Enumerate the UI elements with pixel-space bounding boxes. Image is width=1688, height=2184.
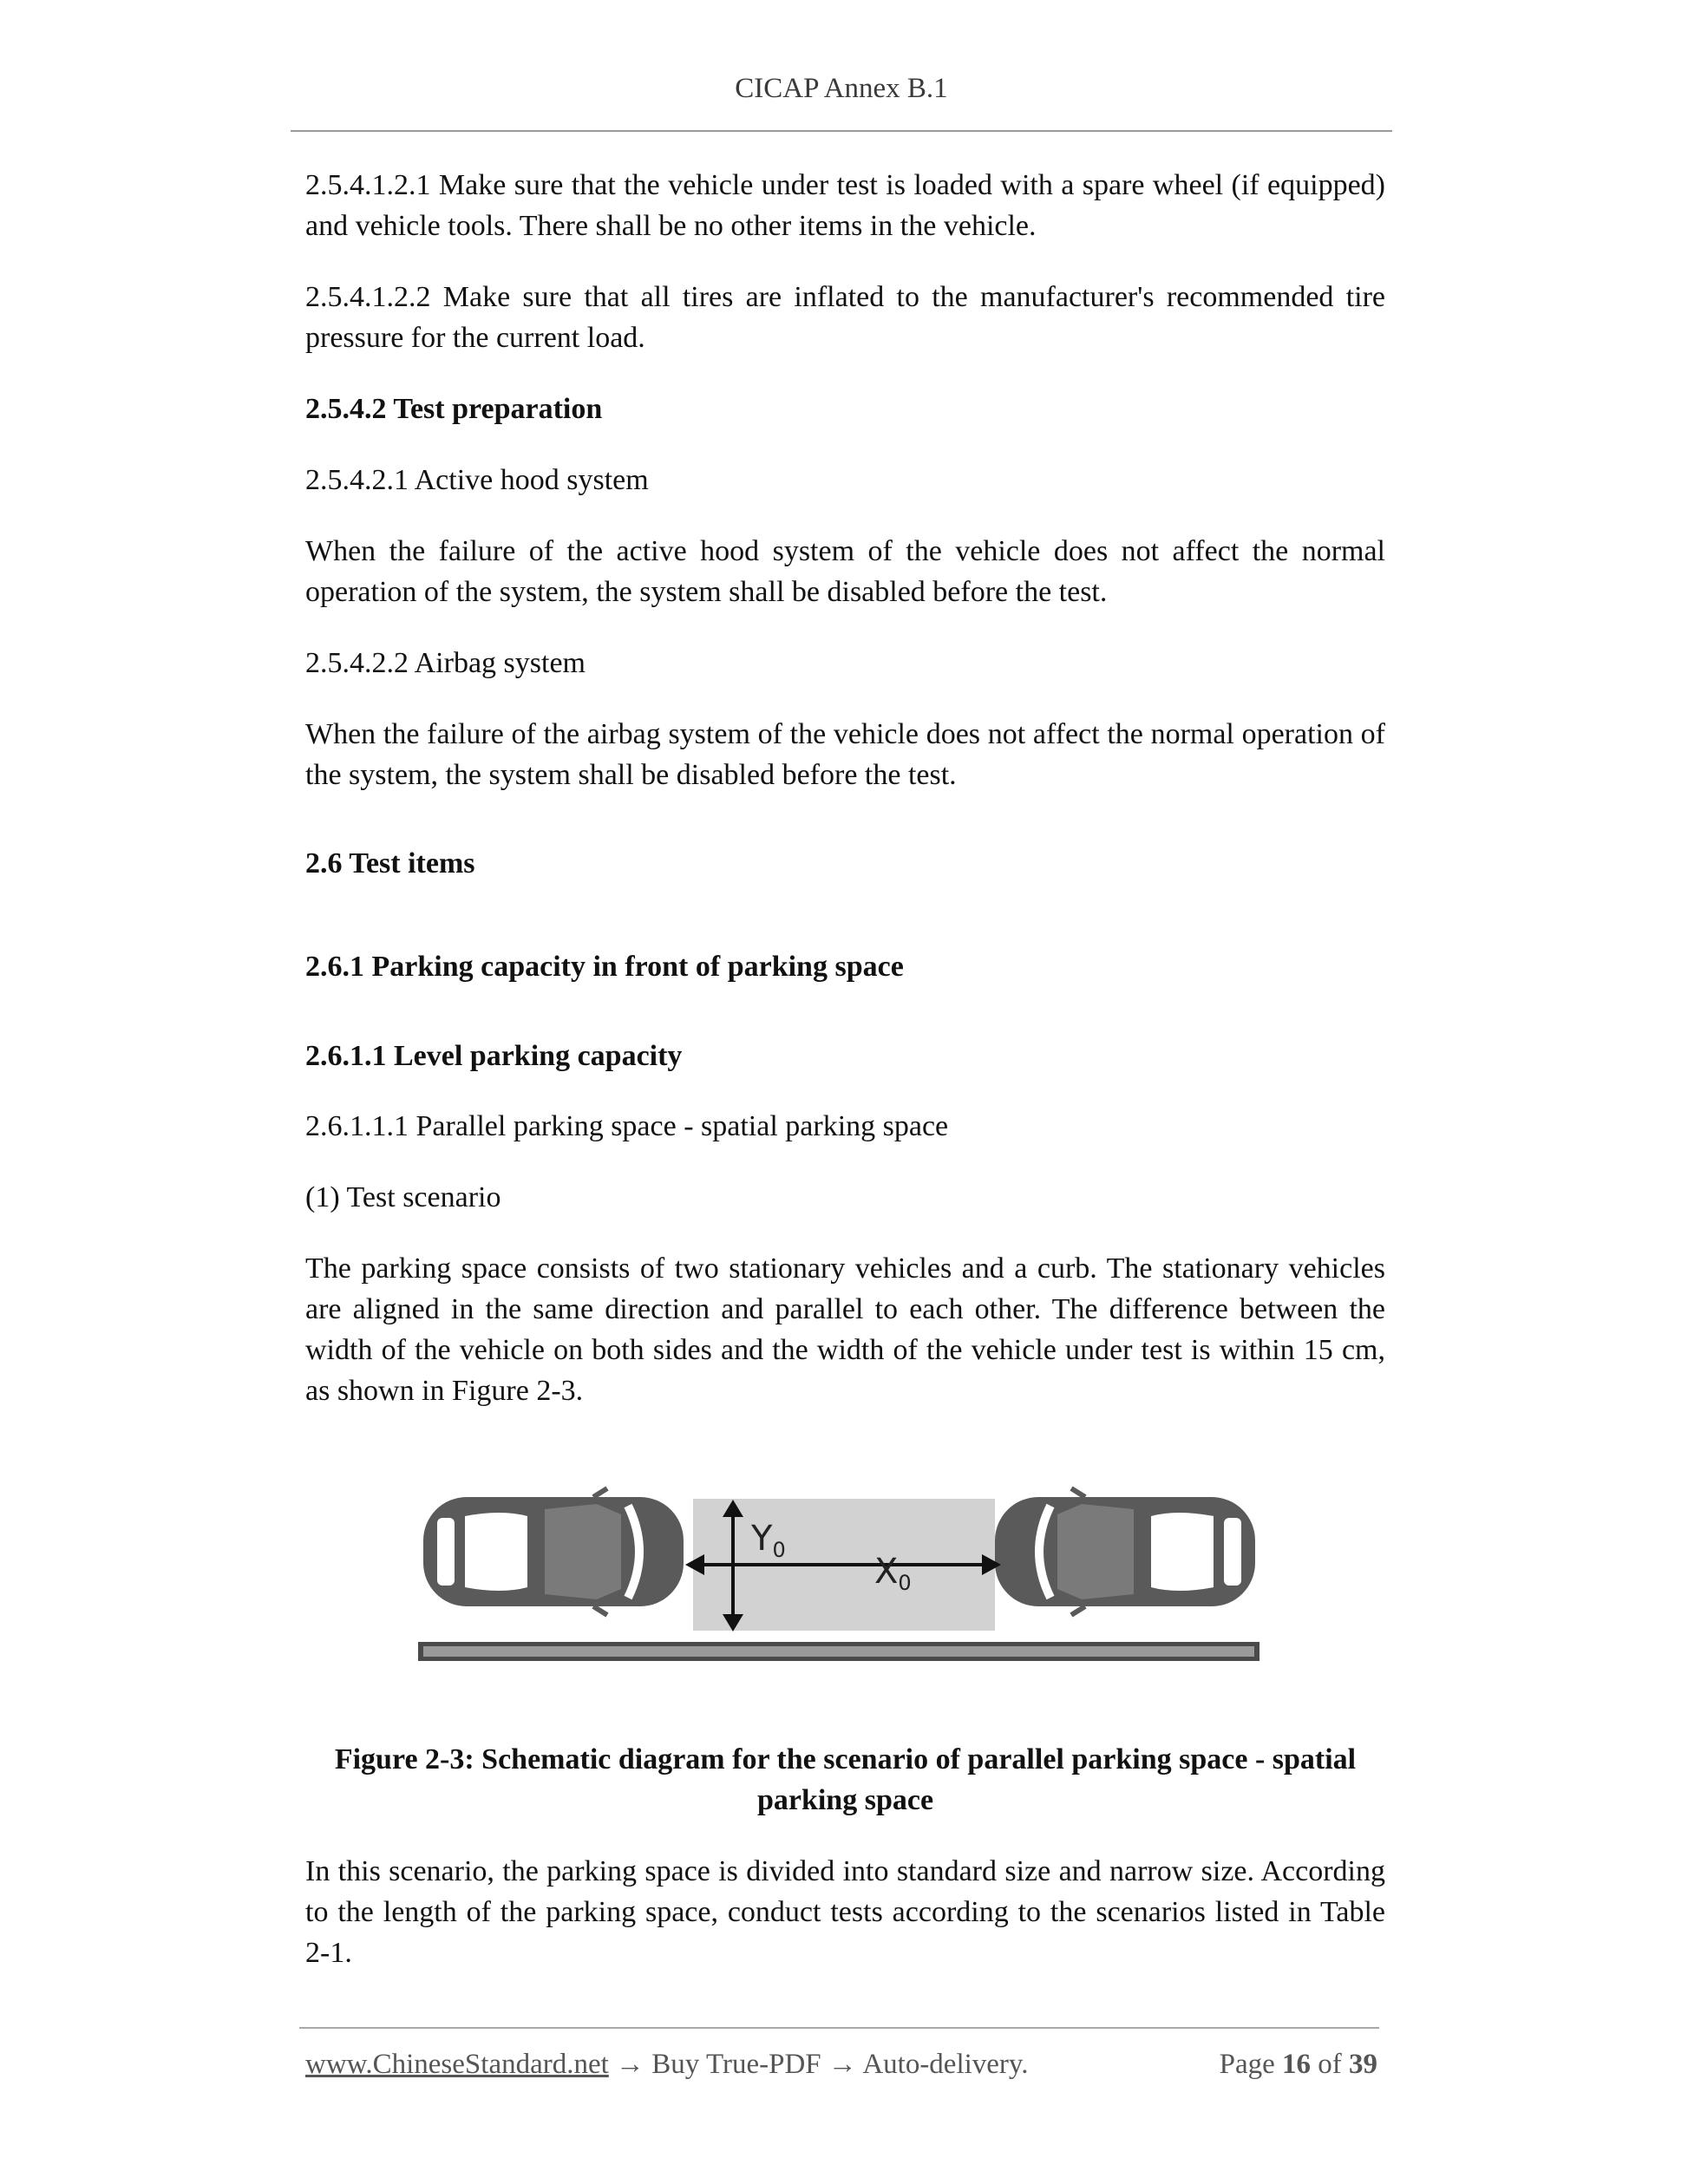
left-stationary-vehicle — [423, 1488, 684, 1615]
arrow-right-icon: → — [828, 2049, 857, 2080]
page-footer — [305, 2049, 1377, 2081]
page-number — [1220, 2049, 1377, 2081]
site-link[interactable]: www.ChineseStandard.net — [305, 2049, 609, 2080]
auto-delivery-text: Auto-delivery. — [862, 2049, 1029, 2080]
footer-left — [305, 2049, 1029, 2081]
arrow-right-icon: → — [616, 2049, 645, 2080]
right-stationary-vehicle — [995, 1488, 1255, 1615]
subheading-active-hood: 2.5.4.2.1 Active hood system — [305, 464, 649, 496]
figure-2-3 — [305, 1460, 1385, 1694]
subheading-airbag: 2.5.4.2.2 Airbag system — [305, 647, 586, 679]
of-word: of — [1318, 2049, 1342, 2080]
paragraph-scenario-description: The parking space consists of two stationary vehicles and a curb. The stationary vehicles are aligned in the same direction and parallel to each other. The difference between the width of the vehicle on both sides and the width of the vehicle under test is within 15 cm, as shown in Figure 2-3. — [305, 1252, 1385, 1407]
buy-pdf-text: Buy True-PDF — [651, 2049, 821, 2080]
caption-line-2: parking space — [756, 1784, 934, 1816]
page-header-title: CICAP Annex B.1 — [735, 73, 948, 104]
subheading-parallel-spatial: 2.6.1.1.1 Parallel parking space - spatial parking space — [305, 1110, 949, 1142]
paragraph-space-sizes: In this scenario, the parking space is divided into standard size and narrow size. According to the length of the parking space, conduct tests according to the scenarios listed in Table 2-1. — [305, 1855, 1385, 1969]
document-body — [305, 165, 1385, 1973]
y0-label: $Y_0$ — [751, 1519, 786, 1562]
heading-test-preparation: 2.5.4.2 Test preparation — [305, 393, 603, 425]
header-divider — [291, 130, 1392, 132]
paragraph-tire-pressure: 2.5.4.1.2.2 Make sure that all tires are inflated to the manufacturer's recommended tire pressure for the current load. — [305, 281, 1385, 354]
heading-test-items: 2.6 Test items — [305, 847, 475, 879]
subheading-test-scenario: (1) Test scenario — [305, 1181, 501, 1213]
heading-parking-front: 2.6.1 Parking capacity in front of parking space — [305, 951, 904, 983]
x0-label: $X_0$ — [874, 1552, 912, 1595]
total-pages: 39 — [1349, 2049, 1377, 2080]
heading-level-parking: 2.6.1.1 Level parking capacity — [305, 1040, 683, 1072]
paragraph-active-hood: When the failure of the active hood system of the vehicle does not affect the normal operation of the system, the system shall be disabled before the test. — [305, 535, 1385, 608]
paragraph-spare-wheel: 2.5.4.1.2.1 Make sure that the vehicle under test is loaded with a spare wheel (if equipped) and vehicle tools. There shall be no other items in the vehicle. — [305, 169, 1385, 242]
parking-diagram — [418, 1460, 1268, 1694]
footer-divider — [299, 2027, 1379, 2029]
figure-caption — [305, 1739, 1385, 1821]
page-word: Page — [1219, 2049, 1275, 2080]
current-page: 16 — [1282, 2049, 1311, 2080]
paragraph-airbag: When the failure of the airbag system of the vehicle does not affect the normal operation of the system, the system shall be disabled before the test. — [305, 718, 1385, 791]
caption-line-1: Figure 2-3: Schematic diagram for the scenario of parallel parking space - spatial — [334, 1743, 1357, 1775]
